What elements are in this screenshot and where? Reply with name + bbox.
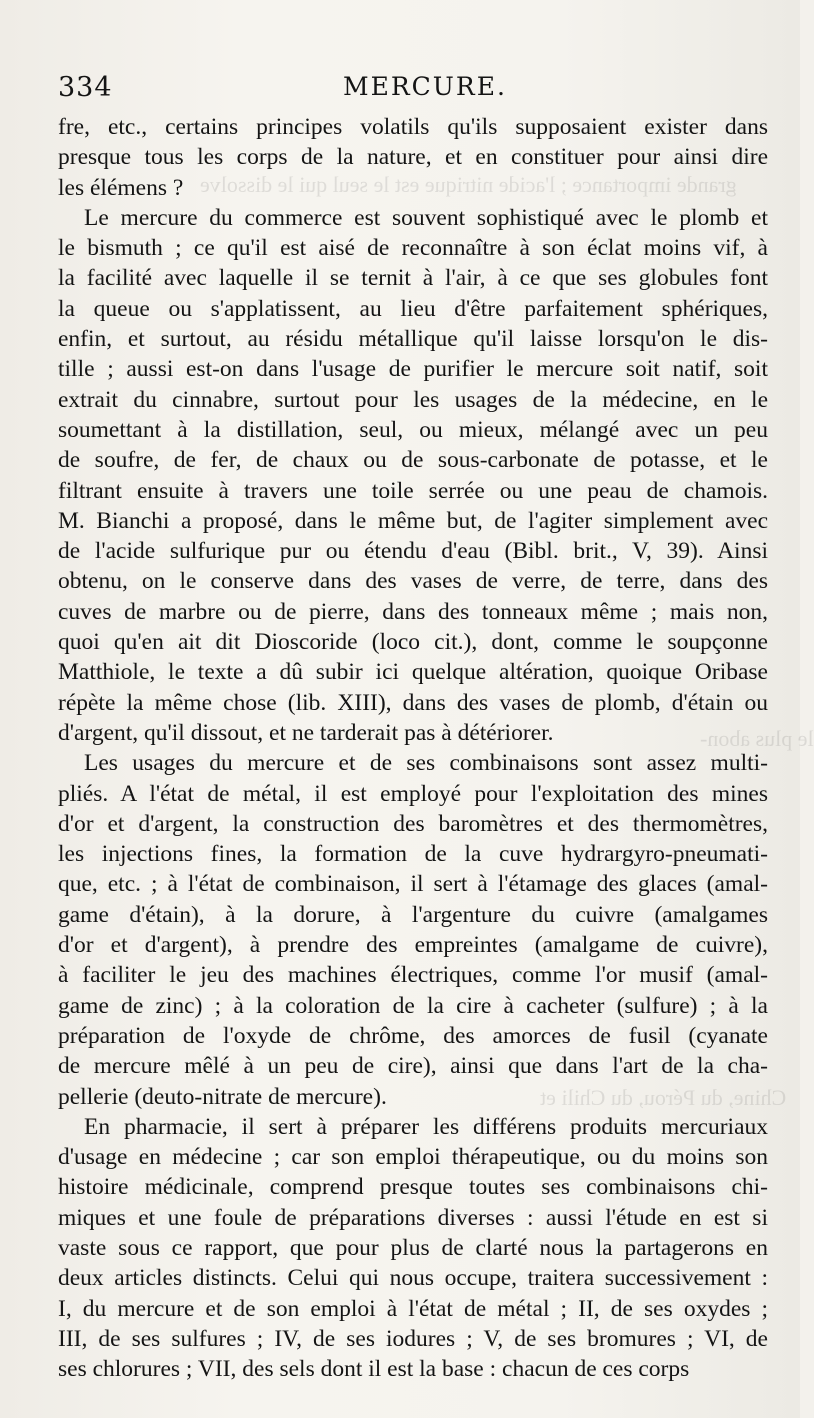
text-line: Les usages du mercure et de ses combinaisons sont assez multi- [84, 750, 768, 777]
text-line: tille ; aussi est-on dans l'usage de purifier le mercure soit natif, soit [58, 356, 768, 383]
text-line: d'usage en médecine ; car son emploi thérapeutique, ou du moins son [58, 1144, 768, 1171]
text-line: vaste sous ce rapport, que pour plus de clarté nous la partagerons en [58, 1234, 768, 1261]
text-line: d'or et d'argent), à prendre des empreintes (amalgame de cuivre), [58, 932, 768, 959]
text-line: répète la même chose (lib. XIII), dans des vases de plomb, d'étain ou [58, 689, 768, 716]
text-line: presque tous les corps de la nature, et en constituer pour ainsi dire [58, 144, 768, 171]
text-line: Le mercure du commerce est souvent sophistiqué avec le plomb et [84, 204, 768, 231]
text-line: le bismuth ; ce qu'il est aisé de reconnaître à son éclat moins vif, à [58, 235, 768, 262]
text-line: préparation de l'oxyde de chrôme, des amorces de fusil (cyanate [58, 1022, 768, 1049]
text-line: deux articles distincts. Celui qui nous occupe, traitera successivement : [58, 1265, 768, 1292]
running-title: MERCURE. [343, 72, 507, 101]
text-line: filtrant ensuite à travers une toile serrée ou une peau de chamois. [58, 477, 768, 504]
text-line: fre, etc., certains principes volatils qu'ils supposaient exister dans [58, 114, 768, 140]
show-through-text: le plus abon- [700, 726, 814, 751]
paragraph [58, 748, 768, 1112]
show-through-text: Chine, du Pérou, du Chili et [540, 1085, 787, 1110]
text-line: d'or et d'argent, la construction des baromètres et des thermomètres, [58, 810, 768, 837]
page-number: 334 [58, 72, 113, 103]
text-line: M. Bianchi a proposé, dans le même but, de l'agiter simplement avec [58, 507, 768, 534]
text-line: enfin, et surtout, au résidu métallique qu'il laisse lorsqu'on le dis- [58, 326, 768, 353]
text-line: miques et une foule de préparations diverses : aussi l'étude en est si [58, 1204, 768, 1231]
text-line: I, du mercure et de son emploi à l'état de métal ; II, de ses oxydes ; [58, 1295, 768, 1322]
text-line: pellerie (deuto-nitrate de mercure). [58, 1083, 387, 1110]
text-line: de l'acide sulfurique pur ou étendu d'eau (Bibl. brit., V, 39). Ainsi [58, 538, 768, 565]
paragraph [58, 112, 768, 203]
text-line: cuves de marbre ou de pierre, dans des tonneaux même ; mais non, [58, 598, 768, 625]
text-line: de mercure mêlé à un peu de cire), ainsi que dans l'art de la cha- [58, 1053, 768, 1080]
page-header [58, 72, 758, 108]
text-line: d'argent, qu'il dissout, et ne tarderait pas à détériorer. [58, 719, 554, 746]
text-line: ses chlorures ; VII, des sels dont il est la base : chacun de ces corps [58, 1356, 690, 1383]
text-line: soumettant à la distillation, seul, ou mieux, mélangé avec un peu [58, 416, 768, 443]
text-line: obtenu, on le conserve dans des vases de verre, de terre, dans des [58, 568, 768, 595]
text-line: Matthiole, le texte a dû subir ici quelque altération, quoique Oribase [58, 659, 768, 686]
text-line: la facilité avec laquelle il se ternit à l'air, à ce que ses globules font [58, 265, 768, 292]
text-line: quoi qu'en ait dit Dioscoride (loco cit.), dont, comme le soupçonne [58, 629, 768, 656]
text-line: extrait du cinnabre, surtout pour les usages de la médecine, en le [58, 386, 768, 413]
paragraph [58, 203, 768, 748]
body-text [58, 112, 768, 1384]
text-line: les injections fines, la formation de la cuve hydrargyro-pneumati- [58, 841, 768, 868]
text-line: les élémens ? [58, 174, 184, 201]
text-line: III, de ses sulfures ; IV, de ses iodures ; V, de ses bromures ; VI, de [58, 1325, 768, 1352]
show-through-text: grande importance ; l'acide nitrique est le seul qui le dissolve [200, 172, 737, 197]
text-line: pliés. A l'état de métal, il est employé pour l'exploitation des mines [58, 780, 768, 807]
text-line: que, etc. ; à l'état de combinaison, il sert à l'étamage des glaces (amal- [58, 871, 768, 898]
text-line: En pharmacie, il sert à préparer les différens produits mercuriaux [84, 1113, 768, 1140]
text-line: histoire médicinale, comprend presque toutes ses combinaisons chi- [58, 1174, 768, 1201]
paragraph [58, 1112, 768, 1385]
text-line: la queue ou s'applatissent, au lieu d'être parfaitement sphériques, [58, 295, 768, 322]
text-line: de soufre, de fer, de chaux ou de sous-carbonate de potasse, et le [58, 447, 768, 474]
text-line: game de zinc) ; à la coloration de la cire à cacheter (sulfure) ; à la [58, 992, 768, 1019]
text-line: game d'étain), à la dorure, à l'argenture du cuivre (amalgames [58, 901, 768, 928]
text-line: à faciliter le jeu des machines électriques, comme l'or musif (amal- [58, 962, 768, 989]
